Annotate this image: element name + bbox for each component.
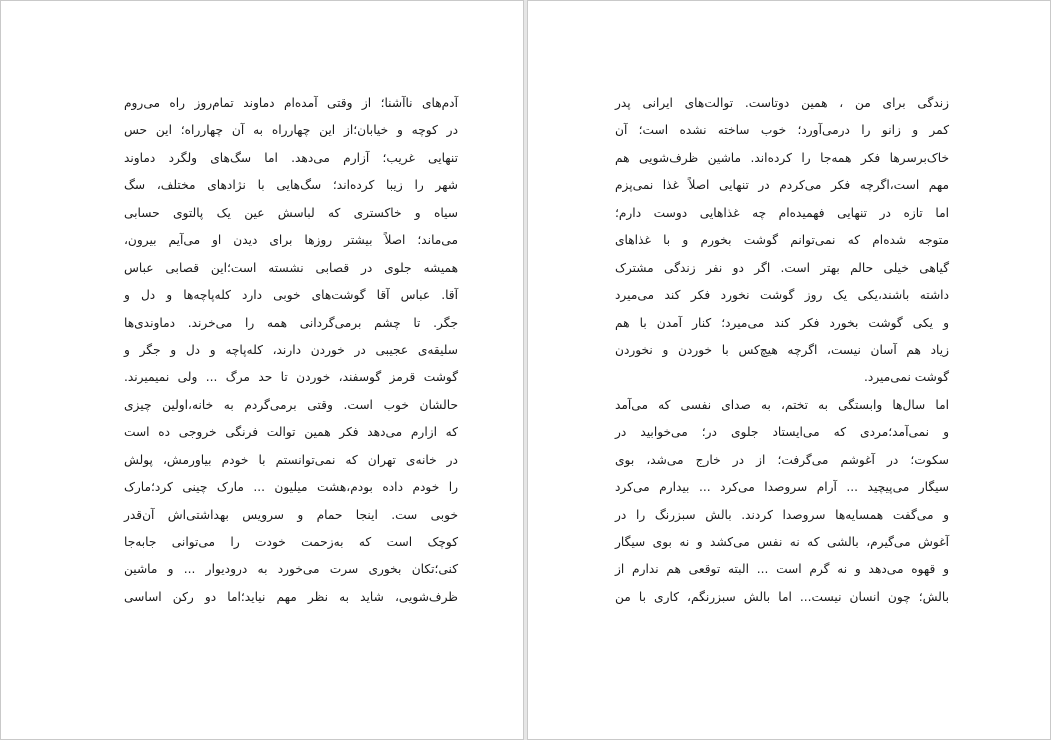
text-line: ظرف‌شویی، شاید به نظر مهم نیاید؛اما دو رکن اساسی <box>124 589 458 604</box>
text-line: خوبی ست. اینجا حمام و سرویس بهداشتی‌اش آن‌قدر <box>124 507 458 522</box>
text-line: آقا. عباس آقا گوشت‌های خوبی دارد کله‌پاچه‌ها و دل و <box>124 288 458 303</box>
text-line: تنهایی غریب؛ آزارم می‌دهد. اما سگ‌های ولگرد دماوند <box>124 150 458 165</box>
text-line: و یکی گوشت بخورد فکر کند می‌میرد؛ کنار آمدن با هم <box>615 315 949 330</box>
text-line: که ازارم می‌دهد فکر همین توالت فرنگی خروجی ده است <box>124 425 458 440</box>
text-line: و می‌گفت همسایه‌ها سروصدا کردند. بالش سبزرنگ را در <box>615 507 949 522</box>
text-line: سلیقه‌ی عجیبی در خوردن دارند، کله‌پاچه و دل و جگر و <box>124 342 458 357</box>
text-line: اما سال‌ها وابستگی به تختم، به صدای نفسی که می‌آمد <box>615 397 949 412</box>
left-page <box>0 0 524 740</box>
text-line: سکوت؛ در آغوشم می‌گرفت؛ از در خارج می‌شد، بوی <box>615 452 949 467</box>
text-line: متوجه شده‌ام که نمی‌توانم گوشت بخورم و با غذاهای <box>615 233 949 248</box>
text-line: در خانه‌ی تهران که نمی‌توانستم با خودم بیاورمش، پولش <box>124 452 458 467</box>
text-line: زندگی برای من ، همین دوتاست. توالت‌های ایرانی پدر <box>615 96 949 110</box>
text-line: زیاد هم آسان نیست، اگرچه هیچ‌کس با خوردن و نخوردن <box>615 342 949 357</box>
text-line: را خودم داده بودم،هشت میلیون ... مارک چینی کرد؛مارک <box>124 480 458 495</box>
text-line: خاک‌برسرها فکر همه‌جا را کرده‌اند. ماشین ظرف‌شویی هم <box>615 150 949 165</box>
text-line: اما تازه در تنهایی فهمیده‌ام چه غذاهایی دوست دارم؛ <box>615 205 949 220</box>
text-line: جگر. تا چشم برمی‌گردانی همه را می‌خرند. دماوندی‌ها <box>124 315 458 330</box>
text-line: کمر و زانو را درمی‌آورد؛ خوب ساخته نشده است؛ آن <box>615 123 949 138</box>
right-page <box>527 0 1051 740</box>
text-line: می‌ماند؛ اصلاً بیشتر روزها برای دیدن او می‌آیم بیرون، <box>124 233 458 248</box>
text-line: سیاه و خاکستری که لباسش عین یک پالتوی حسابی <box>124 205 458 220</box>
paragraph-end-line: گوشت نمی‌میرد. <box>864 370 949 385</box>
text-line: آدم‌های ناآشنا؛ از وقتی آمده‌ام دماوند تمام‌روز راه می‌روم <box>124 96 458 110</box>
text-line: شهر را زیبا کرده‌اند؛ سگ‌هایی با نژادهای مختلف، سگ <box>124 178 458 193</box>
right-page-text <box>615 90 949 611</box>
text-line: کوچک است که به‌زحمت خودت را می‌توانی جابه‌جا <box>124 535 458 549</box>
text-line: حالشان خوب است. وقتی برمی‌گردم به خانه،اولین چیزی <box>124 397 458 412</box>
text-line: گوشت قرمز گوسفند، خوردن تا حد مرگ ... ولی نمیمیرند. <box>124 370 458 385</box>
text-line: مهم است،اگرچه فکر می‌کردم در تنهایی اصلاً غذا نمی‌پزم <box>615 178 949 193</box>
text-line: در کوچه و خیابان؛از این چهارراه به آن چهارراه؛ این حس <box>124 123 458 138</box>
text-line: و نمی‌آمد؛مردی که می‌ایستاد جلوی در؛ می‌خوابید در <box>615 425 949 440</box>
text-line: و قهوه می‌دهد و نه گرم است ... البته توقعی هم ندارم از <box>615 562 949 577</box>
text-line: آغوش می‌گیرم، بالشی که نه نفس می‌کشد و نه بوی سیگار <box>615 535 949 549</box>
left-page-text <box>124 90 458 611</box>
text-line: داشته باشند،یکی یک روز گوشت نخورد فکر کند می‌میرد <box>615 288 949 303</box>
text-line: سیگار می‌پیچید ... آرام سروصدا می‌کرد ... بیدارم می‌کرد <box>615 480 949 495</box>
text-line: همیشه جلوی در قصابی نشسته است؛این قصابی عباس <box>124 260 458 275</box>
text-line: کنی؛تکان بخوری سرت می‌خورد به درودیوار ... و ماشین <box>124 562 458 577</box>
text-line: گیاهی خیلی حالم بهتر است. اگر دو نفر زندگی مشترک <box>615 260 949 275</box>
text-line: بالش؛ چون انسان نیست... اما بالش سبزرنگم، کاری با من <box>615 589 949 604</box>
